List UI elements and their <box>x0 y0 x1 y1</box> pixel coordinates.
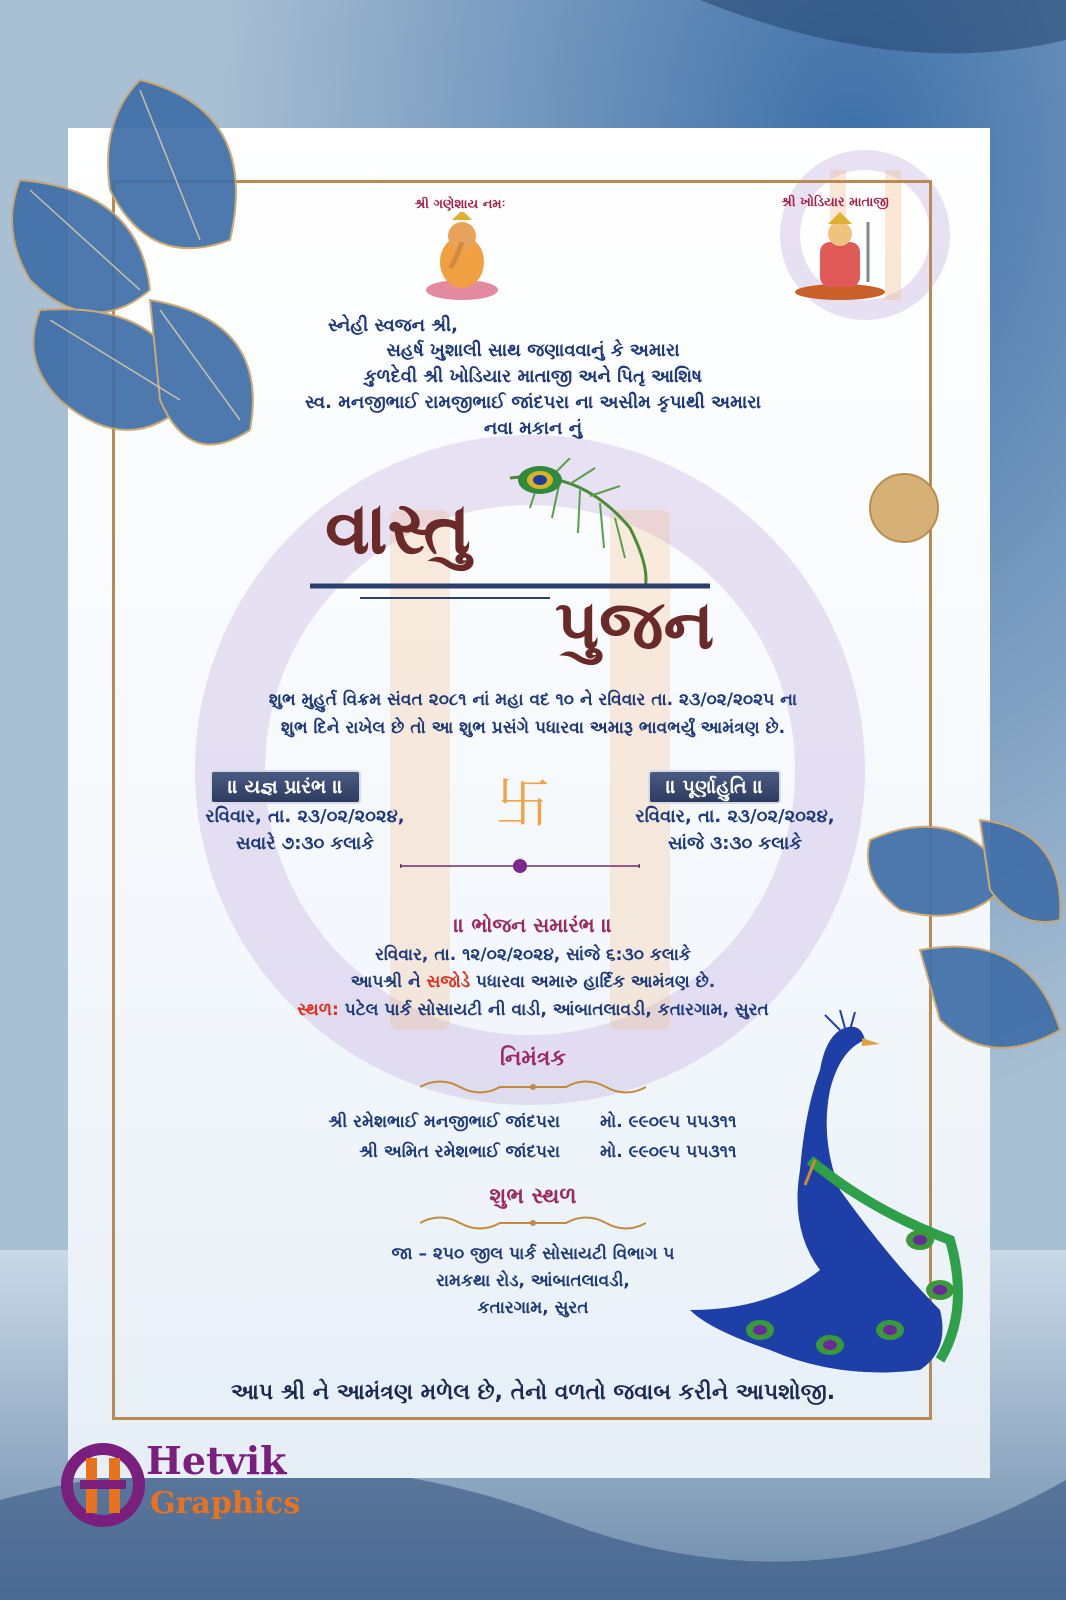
ganesh-image <box>422 212 502 302</box>
purnahuti-time: સાંજે ૩:૩૦ કલાકે <box>668 833 802 854</box>
khodiyar-label: શ્રી ખોડિયાર માતાજી <box>781 195 889 210</box>
bhojan-venue: સ્થળ: પટેલ પાર્ક સોસાયટી ની વાડી, આંબાતલાવડી, કતારગામ, સુરત <box>297 1000 769 1020</box>
brand-name-line-1: Hetvik <box>146 1438 287 1483</box>
khodiyar-image <box>790 212 890 307</box>
yagna-badge: ॥ યજ્ઞ પ્રારંભ ॥ <box>210 770 361 804</box>
brand-logo-icon <box>58 1440 148 1530</box>
ornament-divider-2 <box>420 1212 646 1234</box>
sthal-line-1: જા – ૨૫૦ જીલ પાર્ક સોસાયટી વિભાગ ૫ <box>391 1244 675 1264</box>
muhurat-line-2: શુભ દિને રાખેલ છે તો આ શુભ પ્રસંગે પધારવા અમારૂ ભાવભર્યું આમંત્રણ છે. <box>280 718 786 738</box>
ornament-divider-1 <box>420 1076 646 1098</box>
yagna-date: રવિવાર, તા. ૨૩/૦૨/૨૦૨૪, <box>205 806 405 827</box>
swastik-divider <box>400 854 640 878</box>
gold-glitter-dot <box>868 472 940 544</box>
intro-line-2: સહર્ષ ખુશાલી સાથ જણાવવાનું કે અમારા <box>386 340 680 361</box>
ganesh-label: શ્રી ગણેશાય નમઃ <box>414 197 506 212</box>
bhojan-heading: ॥ ભોજન સમારંભ ॥ <box>453 913 613 937</box>
peacock-image <box>690 1010 990 1390</box>
intro-greeting: સ્નેહી સ્વજન શ્રી, <box>328 315 459 336</box>
bhojan-line-2: આપશ્રી ને સજોડે પધારવા અમારુ હાર્દિક આમંત્રણ છે. <box>350 972 716 992</box>
intro-line-3: કુળદેવી શ્રી ખોડિયાર માતાજી અને પિતૃ આશિષ <box>363 366 703 387</box>
purnahuti-badge: ॥ પૂર્ણાહુતિ ॥ <box>648 770 781 804</box>
muhurat-line-1: શુભ મુહુર્ત વિક્રમ સંવત ૨૦૮૧ નાં મહા વદ ૧૦ ને રવિવાર તા. ૨૩/૦૨/૨૦૨૫ ના <box>268 690 798 710</box>
nimantrak-name-1: શ્રી રમેશભાઈ મનજીભાઈ જાંદપરા <box>328 1112 560 1132</box>
title-word-1: વાસ્તુ <box>325 485 471 570</box>
nimantrak-phone-2: મો. ૯૯૦૯૫ ૫૫૩૧૧ <box>600 1142 737 1162</box>
brand-name-line-2: Graphics <box>150 1486 301 1521</box>
nimantrak-phone-1: મો. ૯૯૦૯૫ ૫૫૩૧૧ <box>600 1112 737 1132</box>
nimantrak-heading: નિમંત્રક <box>500 1046 566 1071</box>
shubh-sthal-heading: શુભ સ્થળ <box>489 1184 577 1209</box>
venue-label: સ્થળ: <box>297 1000 339 1020</box>
bhojan-line-1: રવિવાર, તા. ૧૨/૦૨/૨૦૨૪, સાંજે ૬:૩૦ કલાકે <box>375 945 691 965</box>
title-word-2: પુજન <box>555 585 715 665</box>
intro-line-5: નવા મકાન નું <box>483 418 583 439</box>
swastik-icon: 卐 <box>496 772 550 835</box>
purnahuti-date: રવિવાર, તા. ૨૩/૦૨/૨૦૨૪, <box>635 806 835 827</box>
yagna-time: સવારે ૭:૩૦ કલાકે <box>235 833 374 854</box>
sajode-highlight: સજોડે <box>426 972 471 992</box>
sthal-line-2: રામકથા રોડ, આંબાતલાવડી, <box>436 1271 630 1291</box>
intro-line-4: સ્વ. મનજીભાઈ રામજીભાઈ જાંદપરા ના અસીમ કૃપાથી અમારા <box>304 392 761 413</box>
footer-note: આપ શ્રી ને આમંત્રણ મળેલ છે, તેનો વળતો જવાબ કરીને આપશોજી. <box>230 1380 836 1405</box>
peacock-feather-image <box>500 458 670 598</box>
sthal-line-3: કતારગામ, સુરત <box>477 1298 589 1318</box>
nimantrak-name-2: શ્રી અમિત રમેશભાઈ જાંદપરા <box>359 1142 560 1162</box>
